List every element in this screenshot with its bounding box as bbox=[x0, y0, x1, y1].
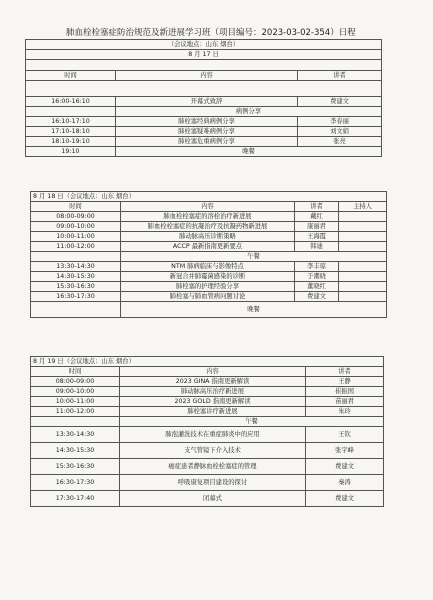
table-row bbox=[31, 292, 387, 302]
host-cell bbox=[339, 242, 387, 252]
time-cell: 17:30-17:40 bbox=[31, 491, 120, 507]
content-cell: 2023 GINA 指南更新解读 bbox=[120, 377, 306, 387]
table-row bbox=[31, 222, 387, 232]
speaker-cell: 秦涛 bbox=[306, 475, 384, 491]
time-cell bbox=[31, 302, 121, 318]
content-cell: 肺栓塞危重病例分享 bbox=[116, 137, 298, 147]
content-cell: NTM 肺病临床与影像特点 bbox=[121, 262, 295, 272]
speaker-cell: 李丰琼 bbox=[295, 262, 339, 272]
meal-label: 晚餐 bbox=[116, 147, 382, 157]
time-cell: 19:10 bbox=[26, 147, 116, 157]
speaker-cell: 董晓红 bbox=[295, 282, 339, 292]
document-title: 肺血栓栓塞症防治规范及新进展学习班（项目编号：2023-03-02-354）日程 bbox=[66, 28, 356, 38]
table-row bbox=[31, 212, 387, 222]
day1-meeting-place: （会议地点：山东 烟台） bbox=[26, 40, 382, 50]
table-row bbox=[26, 117, 382, 127]
table-row bbox=[26, 127, 382, 137]
table-header-content: 内容 bbox=[121, 202, 295, 212]
content-cell: 肺栓塞与肺血管病问题讨论 bbox=[121, 292, 295, 302]
host-cell bbox=[339, 282, 387, 292]
content-cell: 肺栓塞的护理经验分享 bbox=[121, 282, 295, 292]
table-row bbox=[31, 302, 387, 318]
content-cell: 癌症患者静脉血栓栓塞症的管理 bbox=[120, 459, 306, 475]
table-row bbox=[26, 97, 382, 107]
day3-schedule-table bbox=[30, 356, 384, 507]
table-row bbox=[26, 107, 382, 117]
time-cell: 13:30-14:30 bbox=[31, 262, 121, 272]
table-header-time: 时间 bbox=[31, 367, 120, 377]
time-cell: 14:30-15:30 bbox=[31, 443, 120, 459]
section-label: 病例分享 bbox=[116, 107, 382, 117]
speaker-cell: 康丽君 bbox=[295, 222, 339, 232]
time-cell: 08:00-09:00 bbox=[31, 377, 120, 387]
speaker-cell: 费建文 bbox=[306, 491, 384, 507]
host-cell bbox=[339, 212, 387, 222]
table-header-time: 时间 bbox=[26, 71, 116, 81]
time-cell bbox=[31, 417, 120, 427]
time-cell: 09:00-10:00 bbox=[31, 387, 120, 397]
table-row bbox=[31, 377, 384, 387]
day2-date-place: 8 月 18 日（会议地点：山东 烟台） bbox=[31, 192, 387, 202]
content-cell: 开幕式致辞 bbox=[116, 97, 298, 107]
time-cell: 16:10-17:10 bbox=[26, 117, 116, 127]
time-cell: 17:10-18:10 bbox=[26, 127, 116, 137]
time-cell: 18:10-19:10 bbox=[26, 137, 116, 147]
table-row bbox=[26, 147, 382, 157]
table-row bbox=[31, 282, 387, 292]
content-cell: 闭幕式 bbox=[120, 491, 306, 507]
day3-date-place: 8 月 19 日（会议地点：山东 烟台） bbox=[31, 357, 384, 367]
time-cell: 15:30-16:30 bbox=[31, 459, 120, 475]
time-cell bbox=[31, 252, 121, 262]
speaker-cell: 费建文 bbox=[295, 292, 339, 302]
speaker-cell: 王钦 bbox=[306, 427, 384, 443]
content-cell: 肺泡灌洗技术在重症肺炎中的应用 bbox=[120, 427, 306, 443]
table-header-content: 内容 bbox=[120, 367, 306, 377]
table-row bbox=[31, 242, 387, 252]
content-cell: 肺动脉高压治疗新进展 bbox=[120, 387, 306, 397]
time-cell: 15:30-16:30 bbox=[31, 282, 121, 292]
time-cell: 13:30-14:30 bbox=[31, 427, 120, 443]
time-cell: 11:00-12:00 bbox=[31, 407, 120, 417]
table-row bbox=[31, 459, 384, 475]
table-header-speaker: 讲者 bbox=[306, 367, 384, 377]
speaker-cell: 刘文娟 bbox=[298, 127, 382, 137]
speaker-cell: 于潮晓 bbox=[295, 272, 339, 282]
table-row bbox=[31, 232, 387, 242]
speaker-cell: 张宇峰 bbox=[306, 443, 384, 459]
meal-label: 午餐 bbox=[120, 417, 384, 427]
table-row bbox=[31, 491, 384, 507]
table-header-speaker: 讲者 bbox=[298, 71, 382, 81]
content-cell: 新冠合并肺霉菌感染的诊断 bbox=[121, 272, 295, 282]
table-header-host: 主持人 bbox=[339, 202, 387, 212]
time-cell: 09:00-10:00 bbox=[31, 222, 121, 232]
content-cell: 肺栓塞疑难病例分享 bbox=[116, 127, 298, 137]
table-row bbox=[31, 443, 384, 459]
time-cell: 16:00-16:10 bbox=[26, 97, 116, 107]
speaker-cell: 戴红 bbox=[295, 212, 339, 222]
content-cell: 2023 GOLD 指南更新解读 bbox=[120, 397, 306, 407]
meal-label: 午餐 bbox=[121, 252, 387, 262]
content-cell: 肺血栓栓塞症的抗凝治疗及抗凝药物新进展 bbox=[121, 222, 295, 232]
speaker-cell: 苗丽君 bbox=[306, 397, 384, 407]
table-row bbox=[31, 475, 384, 491]
table-row bbox=[31, 397, 384, 407]
time-cell: 10:00-11:00 bbox=[31, 232, 121, 242]
time-cell: 11:00-12:00 bbox=[31, 242, 121, 252]
speaker-cell: 崔振国 bbox=[306, 387, 384, 397]
speaker-cell: 韩迪 bbox=[295, 242, 339, 252]
table-header-speaker: 讲者 bbox=[295, 202, 339, 212]
host-cell bbox=[339, 232, 387, 242]
speaker-cell: 费建文 bbox=[306, 459, 384, 475]
table-header-time: 时间 bbox=[31, 202, 121, 212]
spacer-row bbox=[26, 60, 382, 71]
table-row bbox=[31, 252, 387, 262]
spacer-row bbox=[26, 81, 382, 97]
speaker-cell: 王海霞 bbox=[295, 232, 339, 242]
content-cell: 支气管镜下介入技术 bbox=[120, 443, 306, 459]
time-cell bbox=[26, 107, 116, 117]
content-cell: 肺血栓栓塞症的溶栓治疗新进展 bbox=[121, 212, 295, 222]
content-cell: 肺栓塞经典病例分享 bbox=[116, 117, 298, 127]
day1-date: 8 月 17 日 bbox=[26, 50, 382, 60]
time-cell: 16:30-17:30 bbox=[31, 475, 120, 491]
time-cell: 14:30-15:30 bbox=[31, 272, 121, 282]
time-cell: 10:00-11:00 bbox=[31, 397, 120, 407]
host-cell bbox=[339, 262, 387, 272]
host-cell bbox=[339, 272, 387, 282]
day2-schedule-table bbox=[30, 191, 387, 318]
meal-label: 晚餐 bbox=[121, 302, 387, 318]
table-row bbox=[31, 387, 384, 397]
speaker-cell: 张亮 bbox=[298, 137, 382, 147]
content-cell: 肺栓塞诊疗新进展 bbox=[120, 407, 306, 417]
content-cell: ACCP 最新指南更新要点 bbox=[121, 242, 295, 252]
time-cell: 16:30-17:30 bbox=[31, 292, 121, 302]
speaker-cell: 朱玲 bbox=[306, 407, 384, 417]
day1-schedule-table bbox=[25, 39, 382, 157]
speaker-cell: 费建文 bbox=[298, 97, 382, 107]
content-cell: 肺动脉高压诊断策略 bbox=[121, 232, 295, 242]
speaker-cell: 李春丽 bbox=[298, 117, 382, 127]
speaker-cell: 王静 bbox=[306, 377, 384, 387]
table-row bbox=[31, 407, 384, 417]
host-cell bbox=[339, 222, 387, 232]
host-cell bbox=[339, 292, 387, 302]
content-cell: 呼吸康复项目建设的探讨 bbox=[120, 475, 306, 491]
table-row bbox=[31, 427, 384, 443]
table-row bbox=[26, 137, 382, 147]
table-row bbox=[31, 272, 387, 282]
time-cell: 08:00-09:00 bbox=[31, 212, 121, 222]
table-header-content: 内容 bbox=[116, 71, 298, 81]
table-row bbox=[31, 262, 387, 272]
table-row bbox=[31, 417, 384, 427]
